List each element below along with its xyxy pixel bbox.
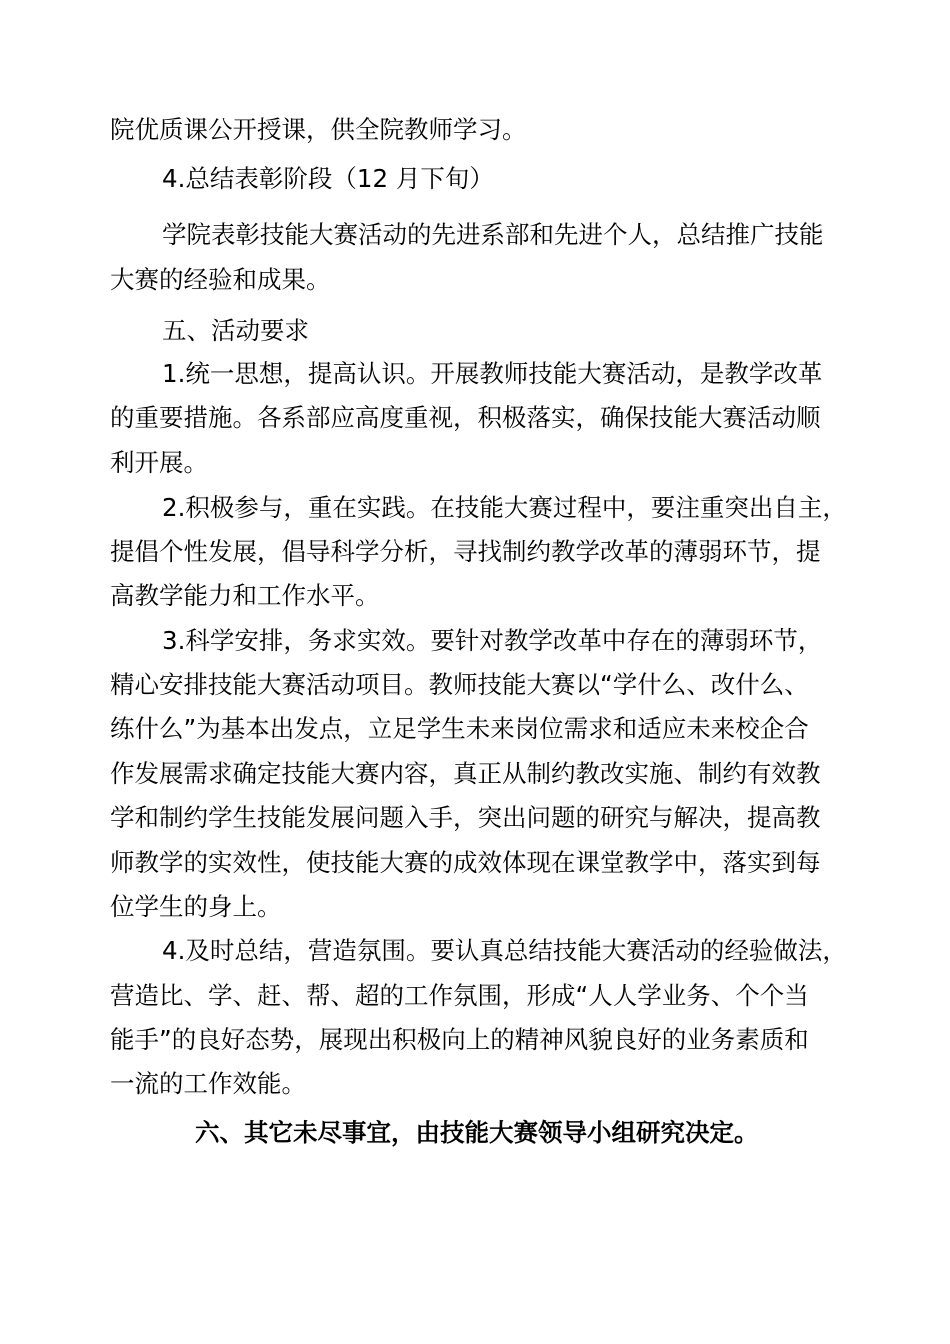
text-line: 精心安排技能大赛活动项目。教师技能大赛以“学什么、改什么、 bbox=[110, 670, 809, 699]
text-line: 作发展需求确定技能大赛内容，真正从制约教改实施、制约有效教 bbox=[110, 759, 821, 788]
text-line: 能手”的良好态势，展现出积极向上的精神风貌良好的业务素质和 bbox=[110, 1025, 809, 1054]
text-line: 4.及时总结，营造氛围。要认真总结技能大赛活动的经验做法， bbox=[162, 936, 847, 965]
text-line: 学院表彰技能大赛活动的先进系部和先进个人，总结推广技能 bbox=[162, 220, 824, 249]
subheading-line: 4.总结表彰阶段（12 月下旬） bbox=[162, 164, 494, 193]
text-line: 学和制约学生技能发展问题入手，突出问题的研究与解决，提高教 bbox=[110, 803, 821, 832]
text-line: 2.积极参与，重在实践。在技能大赛过程中，要注重突出自主， bbox=[162, 493, 847, 522]
section-heading-bold: 六、其它未尽事宜，由技能大赛领导小组研究决定。 bbox=[195, 1118, 759, 1147]
text-line: 院优质课公开授课，供全院教师学习。 bbox=[110, 115, 527, 144]
text-line: 师教学的实效性，使技能大赛的成效体现在课堂教学中，落实到每 bbox=[110, 848, 821, 877]
text-line: 利开展。 bbox=[110, 448, 208, 477]
text-line: 大赛的经验和成果。 bbox=[110, 265, 331, 294]
section-heading: 五、活动要求 bbox=[162, 316, 309, 345]
text-line: 1.统一思想，提高认识。开展教师技能大赛活动，是教学改革 bbox=[162, 359, 823, 388]
text-line: 营造比、学、赶、帮、超的工作氛围，形成“人人学业务、个个当 bbox=[110, 981, 809, 1010]
text-line: 3.科学安排，务求实效。要针对教学改革中存在的薄弱环节， bbox=[162, 626, 823, 655]
text-line: 练什么”为基本出发点，立足学生未来岗位需求和适应未来校企合 bbox=[110, 714, 809, 743]
text-line: 位学生的身上。 bbox=[110, 892, 282, 921]
text-line: 提倡个性发展，倡导科学分析，寻找制约教学改革的薄弱环节，提 bbox=[110, 537, 821, 566]
text-line: 的重要措施。各系部应高度重视，积极落实，确保技能大赛活动顺 bbox=[110, 403, 821, 432]
text-line: 一流的工作效能。 bbox=[110, 1069, 306, 1098]
text-line: 高教学能力和工作水平。 bbox=[110, 581, 380, 610]
